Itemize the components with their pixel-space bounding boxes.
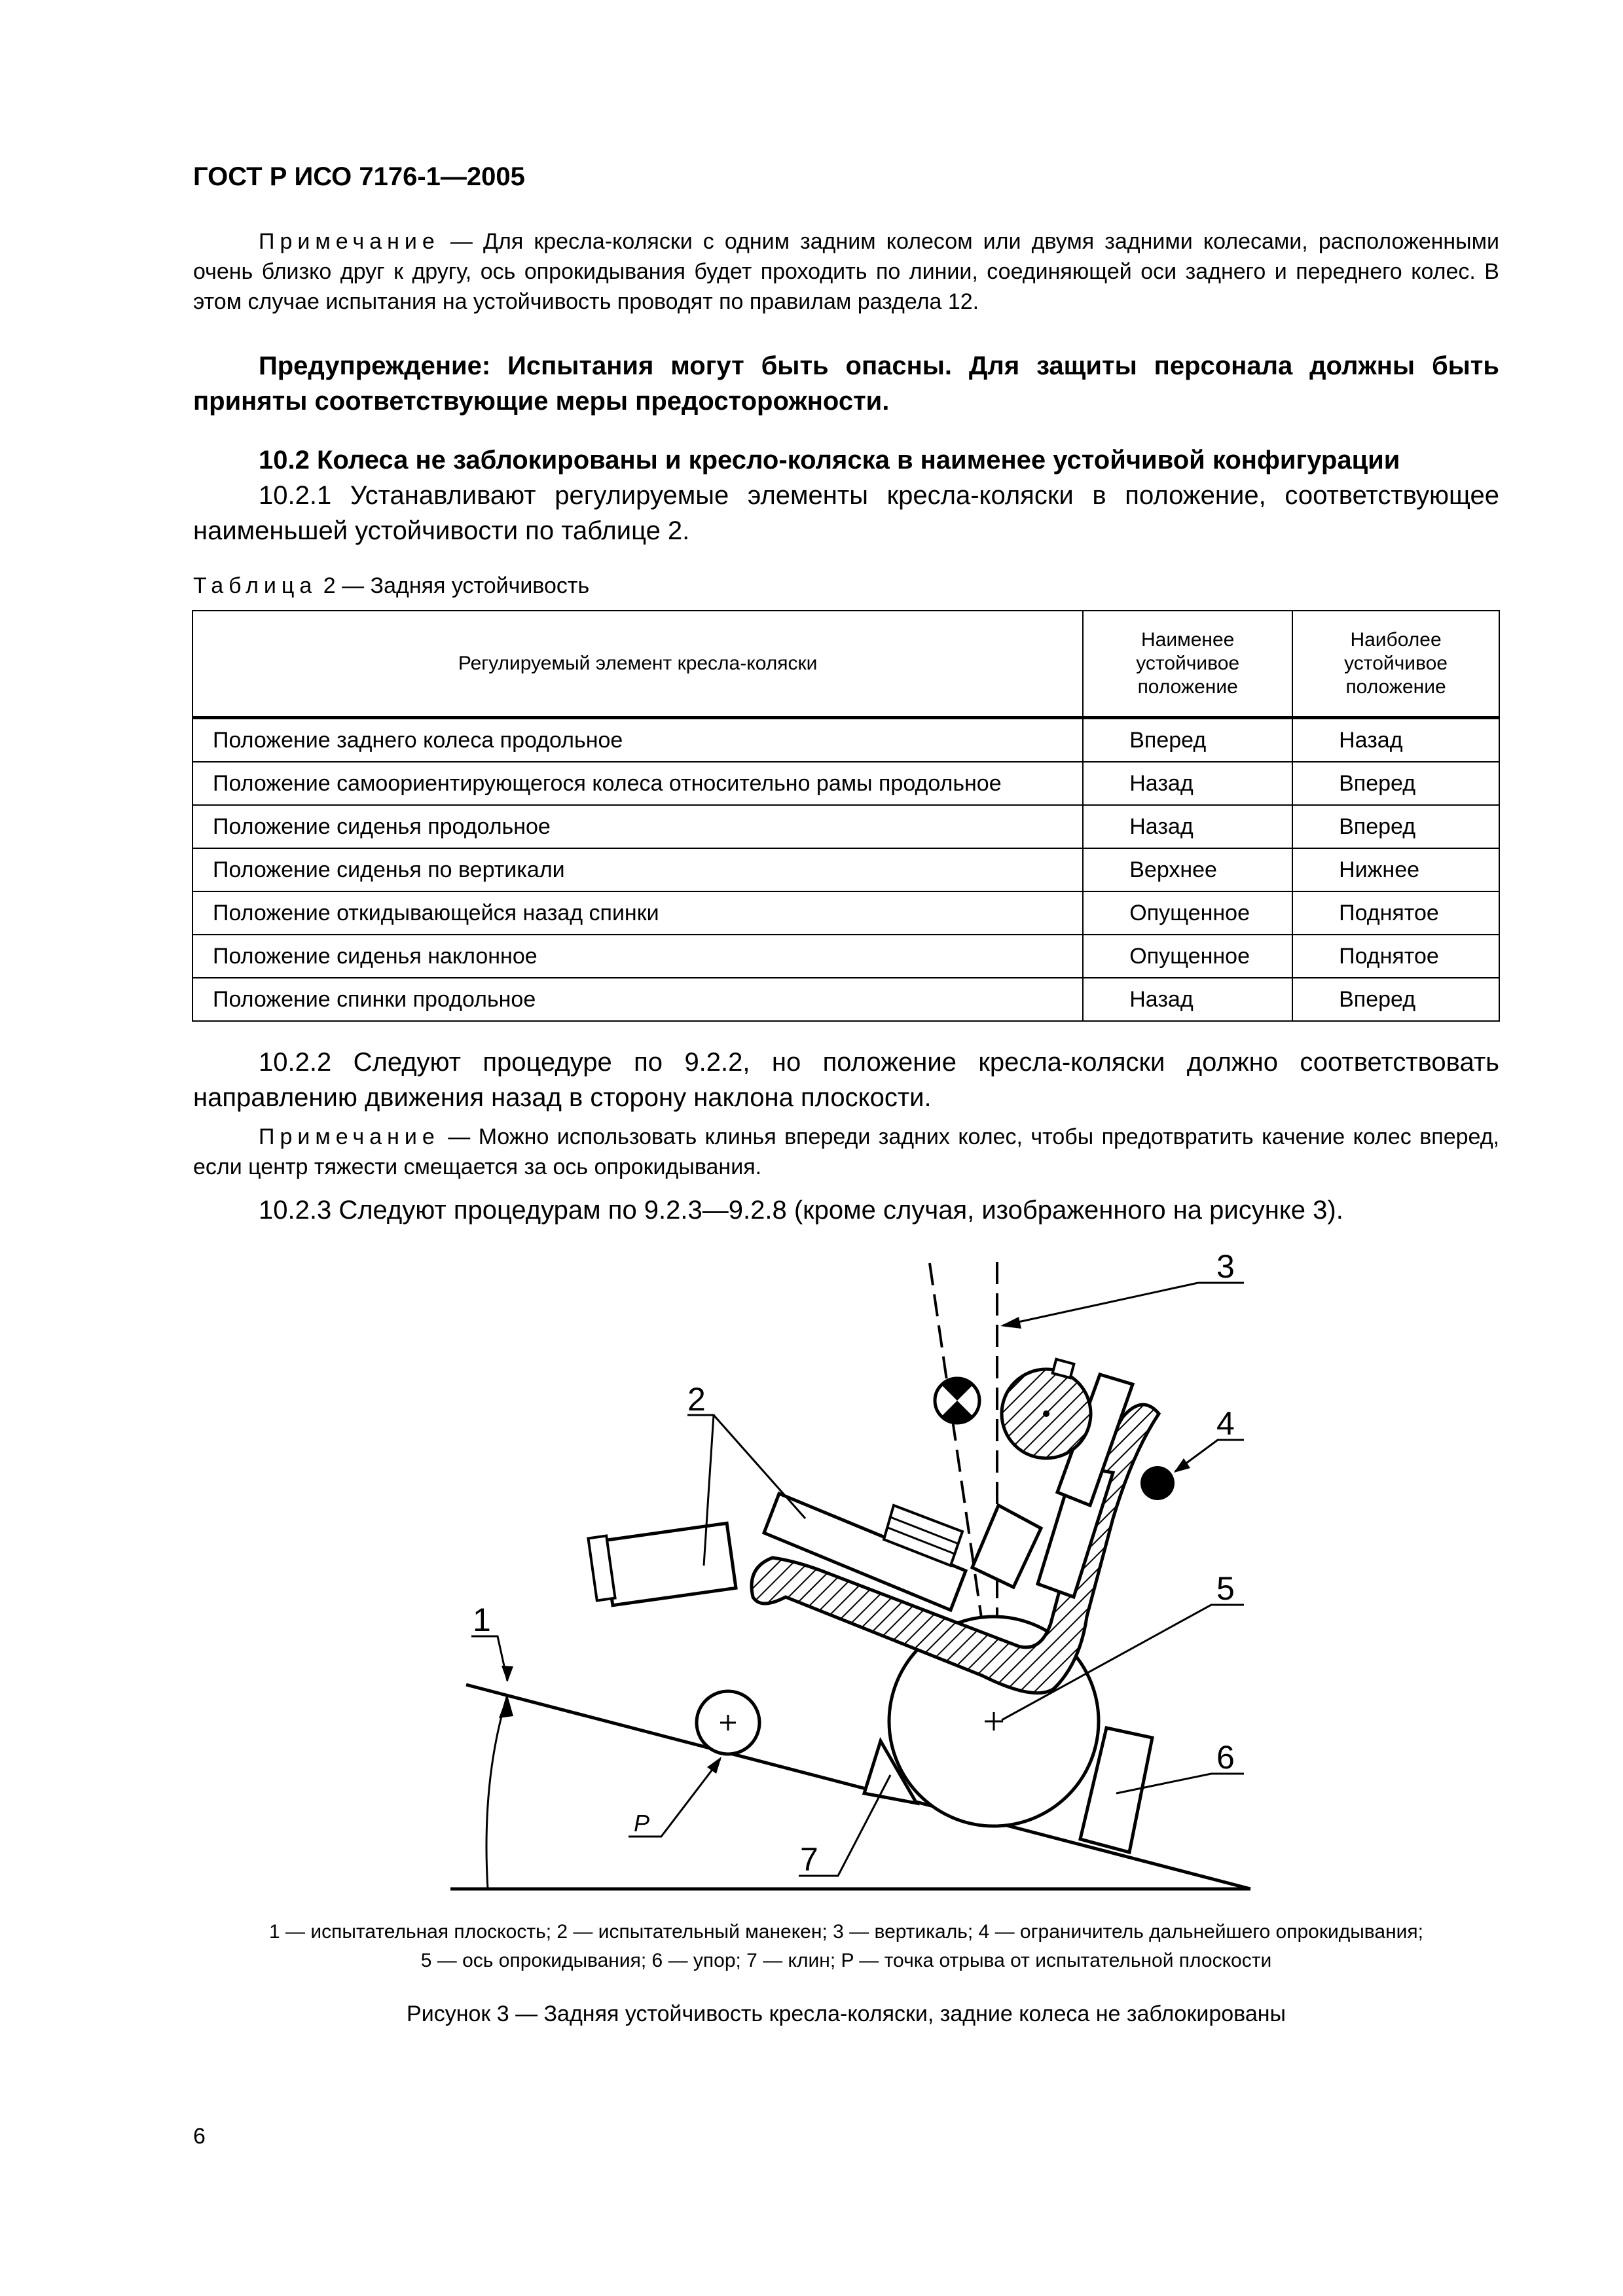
table-cell: Опущенное xyxy=(1083,891,1292,935)
note-2 xyxy=(193,1122,1499,1182)
table-cell: Назад xyxy=(1292,718,1499,762)
table-cell: Опущенное xyxy=(1083,935,1292,978)
figure-label-6: 6 xyxy=(1216,1739,1235,1776)
table-cell: Вперед xyxy=(1292,978,1499,1021)
table-cell: Назад xyxy=(1083,762,1292,805)
table-row xyxy=(192,978,1499,1021)
note-1 xyxy=(193,226,1499,317)
note-1-text: — Для кресла-коляски с одним задним колесом или двумя задними колесами, расположенными очень близко друг к другу, ось опрокидывания будет проходить по линии, соединяющей оси заднего и переднего колес. В этом случае испытания на устойчивость проводят по правилам раздела 12. xyxy=(193,229,1499,314)
table-row xyxy=(192,848,1499,891)
table-2-caption: Таблица 2 — Задняя устойчивость xyxy=(193,573,590,598)
head-dot xyxy=(1043,1410,1049,1417)
document-header: ГОСТ Р ИСО 7176-1—2005 xyxy=(193,162,525,191)
leader-arrow-4 xyxy=(1174,1458,1190,1473)
table-cell: Вперед xyxy=(1292,805,1499,848)
paragraph-10-2-2: 10.2.2 Следуют процедуре по 9.2.2, но положение кресла-коляски должно соответствовать направлению движения назад в сторону наклона плоскости. xyxy=(193,1048,1499,1112)
column-header: Регулируемый элемент кресла-коляски xyxy=(192,611,1083,718)
table-row xyxy=(192,805,1499,848)
table-cell: Положение самоориентирующегося колеса относительно рамы продольное xyxy=(192,762,1083,805)
table-row xyxy=(192,891,1499,935)
note-2-label: Примечание xyxy=(259,1124,440,1149)
head-top xyxy=(1053,1359,1074,1378)
figure-title: Рисунок 3 — Задняя устойчивость кресла-коляски, задние колеса не заблокированы xyxy=(407,2001,1286,2026)
paragraph-10-2-3: 10.2.3 Следуют процедурам по 9.2.3—9.2.8 (кроме случая, изображенного на рисунке 3). xyxy=(259,1196,1343,1225)
table-cell: Поднятое xyxy=(1292,935,1499,978)
backrest xyxy=(972,1505,1041,1587)
angle-arc xyxy=(486,1695,507,1889)
dummy-leg xyxy=(604,1523,736,1605)
column-header: Наиболее устойчивое положение xyxy=(1292,611,1499,718)
table-cell: Вперед xyxy=(1292,762,1499,805)
table-cell: Положение заднего колеса продольное xyxy=(192,718,1083,762)
table-cell: Назад xyxy=(1083,805,1292,848)
leader-line-1 xyxy=(471,1636,507,1681)
note-1-label: Примечание xyxy=(259,229,440,254)
table-cell: Положение сиденья продольное xyxy=(192,805,1083,848)
table-2 xyxy=(192,610,1500,1022)
tip-limiter xyxy=(1140,1466,1175,1500)
leader-arrow-1 xyxy=(501,1666,513,1682)
table-cell: Назад xyxy=(1083,978,1292,1021)
section-heading: 10.2 Колеса не заблокированы и кресло-коляска в наименее устойчивой конфигурации xyxy=(259,446,1400,475)
paragraph-10-2-1: 10.2.1 Устанавливают регулируемые элементы кресла-коляски в положение, соответствующее наименьшей устойчивости по таблице 2. xyxy=(193,481,1499,545)
figure-legend-line-2: 5 — ось опрокидывания; 6 — упор; 7 — клин; P — точка отрыва от испытательной плоскости xyxy=(420,1950,1272,1971)
section-10-2 xyxy=(193,442,1499,548)
table-row xyxy=(192,718,1499,762)
figure-legend xyxy=(193,1918,1499,1975)
figure-label-4: 4 xyxy=(1216,1405,1235,1442)
warning xyxy=(193,348,1499,419)
column-header: Наименее устойчивое положение xyxy=(1083,611,1292,718)
page-number: 6 xyxy=(193,2124,206,2149)
figure-label-5: 5 xyxy=(1216,1570,1235,1607)
table-cell: Вперед xyxy=(1083,718,1292,762)
table-cell: Положение сиденья по вертикали xyxy=(192,848,1083,891)
figure-3-diagram xyxy=(0,1230,1623,1911)
figure-label-3: 3 xyxy=(1216,1248,1235,1285)
figure-legend-line-1: 1 — испытательная плоскость; 2 — испытательный манекен; 3 — вертикаль; 4 — ограничитель дальнейшего опрокидывания; xyxy=(269,1921,1423,1943)
leader-arrow-3 xyxy=(1000,1317,1021,1329)
figure-label-7: 7 xyxy=(800,1841,818,1878)
leader-line-3 xyxy=(1003,1283,1244,1325)
figure-label-P: P xyxy=(634,1810,650,1837)
table-row xyxy=(192,935,1499,978)
leader-line-2b xyxy=(714,1415,805,1518)
table-cell: Нижнее xyxy=(1292,848,1499,891)
figure-label-2: 2 xyxy=(687,1381,706,1418)
table-cell: Верхнее xyxy=(1083,848,1292,891)
table-cell: Положение сиденья наклонное xyxy=(192,935,1083,978)
note-2-text: — Можно использовать клинья впереди задних колес, чтобы предотвратить качение колес вперед, если центр тяжести смещается за ось опрокидывания. xyxy=(193,1124,1499,1179)
figure-label-1: 1 xyxy=(473,1602,491,1638)
table-row xyxy=(192,762,1499,805)
warning-text: Предупреждение: Испытания могут быть опасны. Для защиты персонала должны быть приняты соответствующие меры предосторожности. xyxy=(193,351,1499,416)
table-cell: Положение откидывающейся назад спинки xyxy=(192,891,1083,935)
table-cell: Поднятое xyxy=(1292,891,1499,935)
leader-arrow-P xyxy=(707,1757,721,1774)
table-cell: Положение спинки продольное xyxy=(192,978,1083,1021)
table-header-row xyxy=(192,611,1499,718)
